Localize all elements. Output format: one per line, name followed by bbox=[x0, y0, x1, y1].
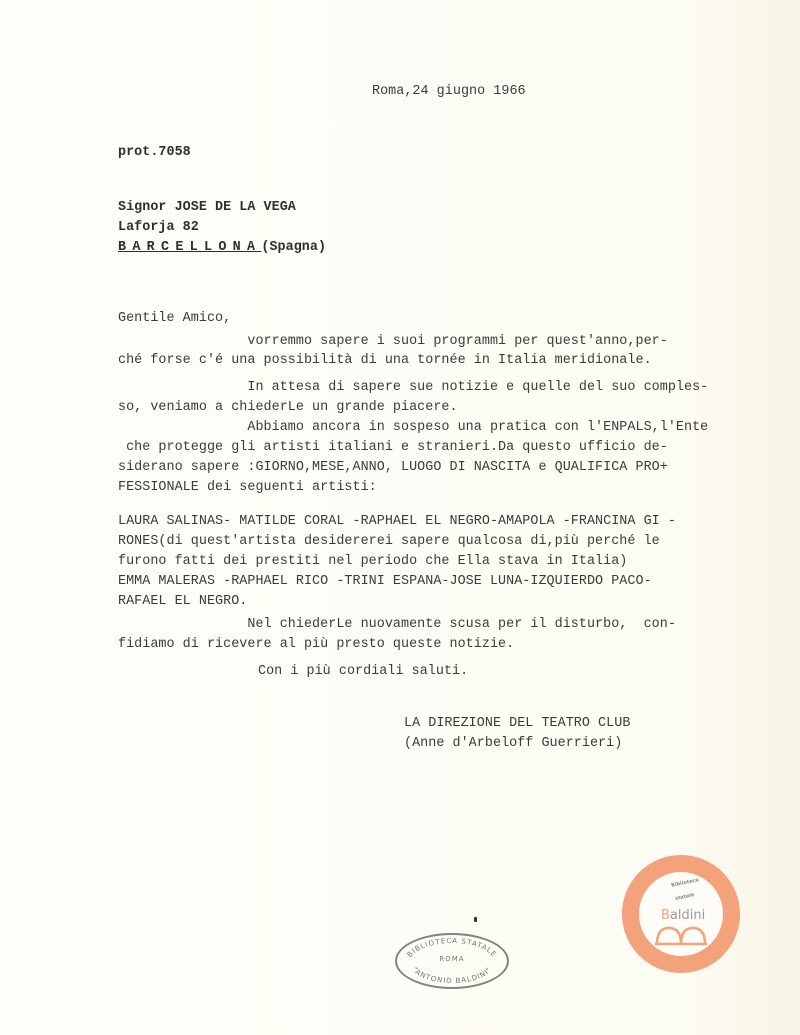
logo-small-text-1: Biblioteca bbox=[670, 877, 700, 889]
body-line: Abbiamo ancora in sospeso una pratica con l'ENPALS,l'Ente bbox=[118, 420, 709, 435]
logo-name-rest: aldini bbox=[669, 908, 706, 923]
recipient-city-line bbox=[118, 238, 326, 258]
baldini-library-logo bbox=[622, 855, 740, 973]
signature-organization: LA DIREZIONE DEL TEATRO CLUB bbox=[404, 716, 631, 731]
body-line: siderano sapere :GIORNO,MESE,ANNO, LUOGO DI NASCITA e QUALIFICA PRO+ bbox=[118, 460, 668, 475]
signature-name: (Anne d'Arbeloff Guerrieri) bbox=[404, 736, 623, 751]
artist-line: RONES(di quest'artista desidererei sapere qualcosa di,più perché le bbox=[118, 534, 660, 549]
place-date: Roma,24 giugno 1966 bbox=[372, 84, 526, 99]
open-book-icon bbox=[655, 926, 709, 946]
recipient-street: Laforja 82 bbox=[118, 220, 199, 235]
logo-name-initial: B bbox=[661, 908, 670, 923]
artist-line: LAURA SALINAS- MATILDE CORAL -RAPHAEL EL NEGRO-AMAPOLA -FRANCINA GI - bbox=[118, 514, 676, 529]
recipient-name: Signor JOSE DE LA VEGA bbox=[118, 200, 296, 215]
stamp-middle-text: ROMA bbox=[439, 955, 465, 963]
artist-line: RAFAEL EL NEGRO. bbox=[118, 594, 248, 609]
closing-greeting: Con i più cordiali saluti. bbox=[258, 664, 469, 679]
recipient-country: (Spagna) bbox=[261, 240, 327, 255]
closing-line: Nel chiederLe nuovamente scusa per il disturbo, con- bbox=[118, 617, 676, 632]
library-stamp bbox=[395, 933, 509, 989]
logo-name bbox=[661, 908, 705, 923]
body-line: che protegge gli artisti italiani e stranieri.Da questo ufficio de- bbox=[118, 440, 668, 455]
body-line: FESSIONALE dei seguenti artisti: bbox=[118, 480, 377, 495]
body-line: vorremmo sapere i suoi programmi per quest'anno,per- bbox=[118, 334, 668, 349]
svg-text:"ANTONIO BALDINI" bbox=[411, 966, 494, 985]
body-line: so, veniamo a chiederLe un grande piacere. bbox=[118, 400, 458, 415]
body-line: ché forse c'é una possibilità di una tornée in Italia meridionale. bbox=[118, 353, 652, 368]
stamp-bottom-text: "ANTONIO BALDINI" bbox=[410, 965, 494, 986]
ink-mark bbox=[474, 917, 477, 922]
recipient-city: BARCELLONA bbox=[118, 240, 262, 255]
artist-line: EMMA MALERAS -RAPHAEL RICO -TRINI ESPANA-JOSE LUNA-IZQUIERDO PACO- bbox=[118, 574, 652, 589]
protocol-number: prot.7058 bbox=[118, 145, 191, 160]
artist-line: furono fatti dei prestiti nel periodo che Ella stava in Italia) bbox=[118, 554, 628, 569]
logo-small-text-2: statale bbox=[674, 892, 696, 902]
stamp-top-text: BIBLIOTECA STATALE bbox=[405, 936, 499, 959]
body-line: In attesa di sapere sue notizie e quelle del suo comples- bbox=[118, 380, 709, 395]
closing-line: fidiamo di ricevere al più presto queste notizie. bbox=[118, 637, 515, 652]
salutation: Gentile Amico, bbox=[118, 311, 232, 326]
